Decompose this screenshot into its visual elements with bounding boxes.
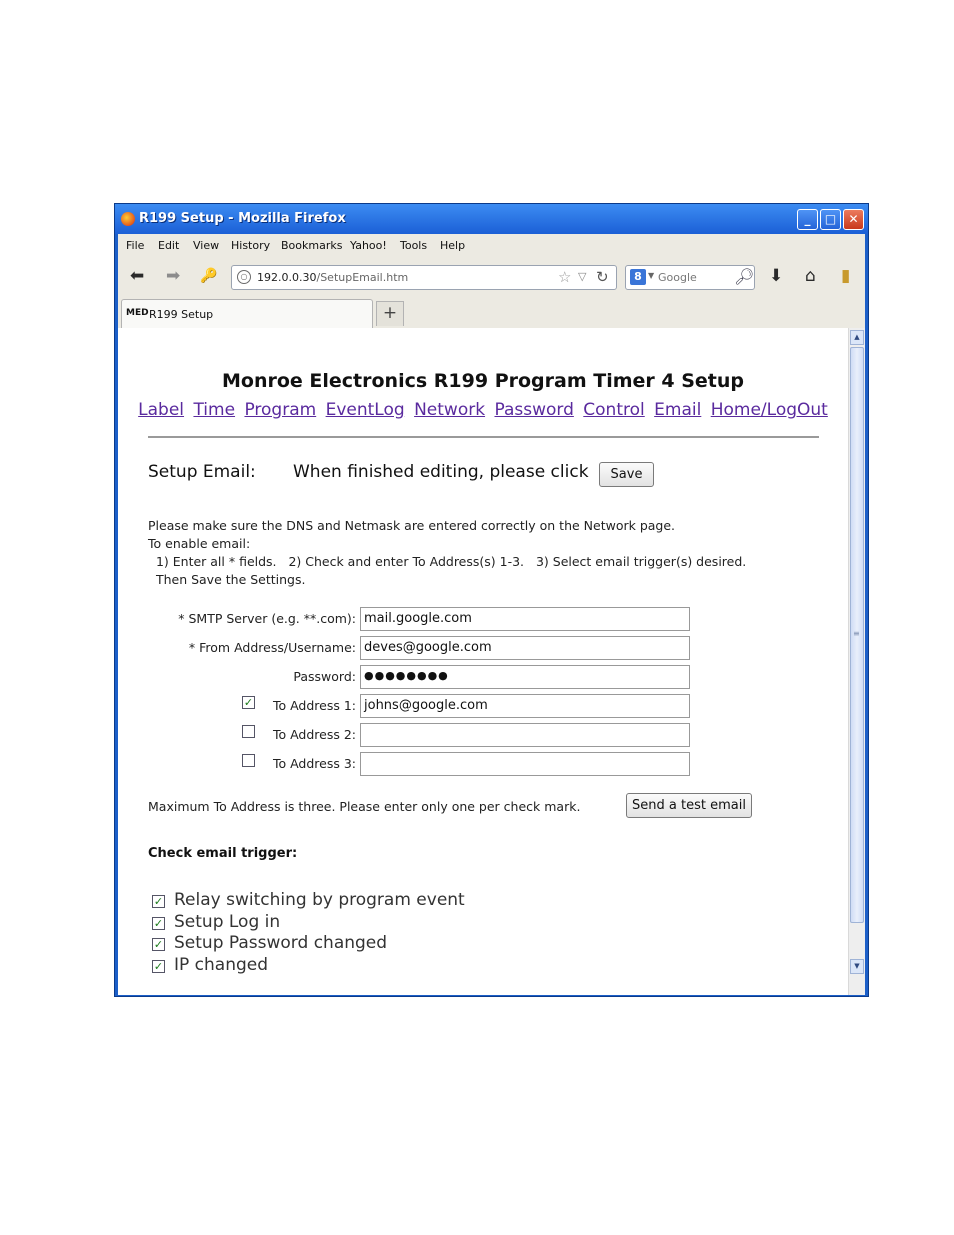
close-button[interactable]: ✕ bbox=[843, 209, 864, 230]
max-address-note: Maximum To Address is three. Please enter only one per check mark. bbox=[148, 799, 581, 814]
dropdown-icon[interactable]: ▽ bbox=[578, 270, 587, 283]
link-control[interactable]: Control bbox=[583, 400, 645, 420]
to-address-2-input[interactable] bbox=[360, 723, 690, 747]
reload-icon[interactable]: ↻ bbox=[596, 268, 609, 286]
to-address-1-input[interactable]: johns@google.com bbox=[360, 694, 690, 718]
from-label: * From Address/Username: bbox=[188, 640, 356, 655]
trigger-relay-checkbox[interactable]: ✓ bbox=[153, 895, 164, 908]
link-email[interactable]: Email bbox=[654, 400, 702, 420]
to-address-3-input[interactable] bbox=[360, 752, 690, 776]
link-eventlog[interactable]: EventLog bbox=[325, 400, 405, 420]
trigger-login-checkbox[interactable]: ✓ bbox=[153, 917, 164, 930]
search-input[interactable]: Google bbox=[658, 271, 697, 284]
finish-instruction: When finished editing, please click bbox=[293, 462, 589, 482]
scrollbar-thumb[interactable] bbox=[850, 347, 864, 923]
trigger-relay-label: Relay switching by program event bbox=[174, 890, 465, 910]
link-time[interactable]: Time bbox=[193, 400, 236, 420]
download-icon[interactable]: ⬇ bbox=[769, 266, 784, 286]
new-tab-button[interactable]: + bbox=[376, 301, 404, 326]
window-title: R199 Setup - Mozilla Firefox bbox=[139, 211, 346, 226]
password-label: Password: bbox=[293, 669, 356, 684]
bookmarks-icon[interactable]: ▮ bbox=[841, 266, 851, 286]
page-nav-links bbox=[118, 400, 848, 420]
minimize-button[interactable]: _ bbox=[797, 209, 818, 230]
save-button[interactable]: Save bbox=[599, 462, 654, 487]
trigger-password-label: Setup Password changed bbox=[174, 933, 388, 953]
menu-bookmarks[interactable]: Bookmarks bbox=[281, 239, 343, 252]
from-address-input[interactable]: deves@google.com bbox=[360, 636, 690, 660]
url-path: /SetupEmail.htm bbox=[316, 271, 409, 284]
password-input[interactable]: ●●●●●●●● bbox=[360, 665, 690, 689]
to-address-1-label: To Address 1: bbox=[272, 698, 356, 713]
url-text[interactable] bbox=[257, 271, 408, 284]
menu-bar bbox=[118, 234, 865, 256]
tab-strip bbox=[118, 296, 865, 329]
home-icon[interactable]: ⌂ bbox=[805, 266, 816, 286]
scroll-up-icon[interactable]: ▲ bbox=[850, 330, 864, 345]
page-viewport bbox=[118, 328, 848, 995]
info-line-steps: 1) Enter all * fields. 2) Check and enter To Address(s) 1-3. 3) Select email trigger(s) desired. bbox=[148, 554, 747, 569]
trigger-login-label: Setup Log in bbox=[174, 912, 281, 932]
tab-title: R199 Setup bbox=[149, 308, 214, 321]
star-icon[interactable]: ☆ bbox=[558, 268, 572, 286]
menu-help[interactable]: Help bbox=[440, 239, 466, 252]
menu-yahoo[interactable]: Yahoo! bbox=[350, 239, 387, 252]
url-host: 192.0.0.30 bbox=[257, 271, 317, 284]
search-engine-dropdown-icon[interactable]: ▼ bbox=[648, 271, 655, 280]
search-engine-icon[interactable]: 8 bbox=[630, 269, 646, 285]
grip-icon: ≡ bbox=[853, 629, 860, 638]
menu-file[interactable]: File bbox=[126, 239, 145, 252]
to-address-3-checkbox[interactable] bbox=[242, 754, 255, 767]
trigger-ip-checkbox[interactable]: ✓ bbox=[153, 960, 164, 973]
firefox-icon bbox=[121, 212, 135, 226]
browser-window bbox=[114, 203, 869, 997]
link-home-logout[interactable]: Home/LogOut bbox=[710, 400, 828, 420]
navigation-bar bbox=[118, 256, 865, 296]
link-password[interactable]: Password bbox=[494, 400, 574, 420]
back-icon[interactable]: ⬅ bbox=[130, 266, 145, 286]
vertical-scrollbar[interactable] bbox=[848, 328, 865, 995]
info-line-save: Then Save the Settings. bbox=[148, 572, 306, 587]
setup-email-label: Setup Email: bbox=[148, 462, 256, 482]
search-icon[interactable]: 🔎︎ bbox=[734, 267, 755, 286]
to-address-2-checkbox[interactable] bbox=[242, 725, 255, 738]
trigger-ip-label: IP changed bbox=[174, 955, 269, 975]
menu-edit[interactable]: Edit bbox=[158, 239, 180, 252]
menu-tools[interactable]: Tools bbox=[400, 239, 428, 252]
globe-icon: ○ bbox=[237, 270, 251, 284]
tab-favicon: MED bbox=[126, 308, 149, 318]
to-address-2-label: To Address 2: bbox=[272, 727, 356, 742]
url-bar[interactable] bbox=[231, 265, 617, 290]
link-label[interactable]: Label bbox=[138, 400, 185, 420]
maximize-button[interactable]: □ bbox=[820, 209, 841, 230]
menu-history[interactable]: History bbox=[231, 239, 271, 252]
search-bar[interactable] bbox=[625, 265, 755, 290]
info-line-enable: To enable email: bbox=[148, 536, 251, 551]
scroll-down-icon[interactable]: ▼ bbox=[850, 959, 864, 974]
title-bar[interactable] bbox=[115, 204, 868, 234]
info-line-dns: Please make sure the DNS and Netmask are entered correctly on the Network page. bbox=[148, 518, 676, 533]
menu-view[interactable]: View bbox=[193, 239, 220, 252]
trigger-password-checkbox[interactable]: ✓ bbox=[153, 938, 164, 951]
link-network[interactable]: Network bbox=[414, 400, 486, 420]
forward-icon[interactable]: ➡ bbox=[166, 266, 181, 286]
browser-chrome bbox=[118, 234, 865, 328]
tab-r199-setup[interactable] bbox=[121, 299, 373, 328]
smtp-server-input[interactable]: mail.google.com bbox=[360, 607, 690, 631]
page-title: Monroe Electronics R199 Program Timer 4 Setup bbox=[222, 370, 744, 392]
to-address-3-label: To Address 3: bbox=[272, 756, 356, 771]
trigger-heading: Check email trigger: bbox=[148, 846, 298, 861]
identity-icon[interactable]: 🔑 bbox=[200, 268, 218, 284]
link-program[interactable]: Program bbox=[244, 400, 317, 420]
send-test-email-button[interactable]: Send a test email bbox=[626, 793, 752, 818]
smtp-label: * SMTP Server (e.g. **.com): bbox=[178, 611, 356, 626]
to-address-1-checkbox[interactable]: ✓ bbox=[243, 696, 254, 709]
divider bbox=[148, 436, 819, 438]
